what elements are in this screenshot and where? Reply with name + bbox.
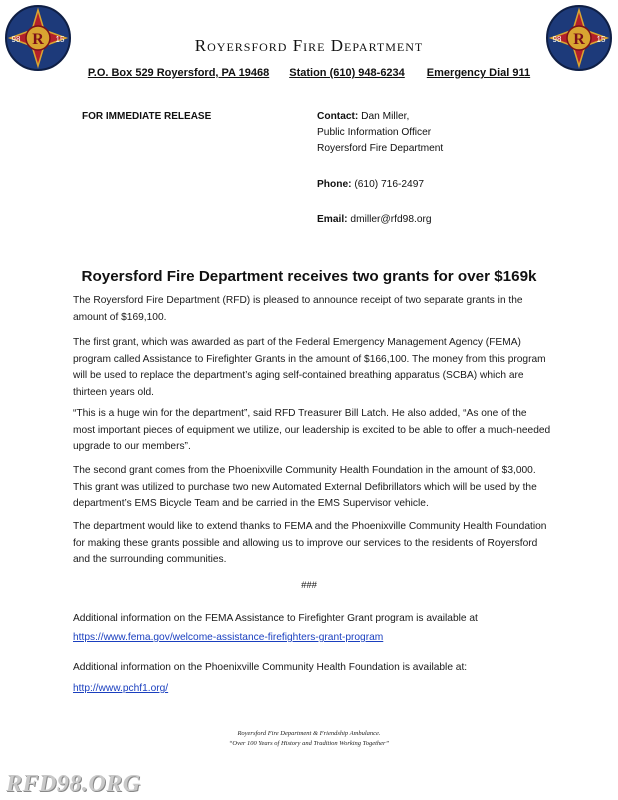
- footer-line-1: Royersford Fire Department & Friendship Ambulance.: [237, 730, 381, 737]
- paragraph-1: The Royersford Fire Department (RFD) is pleased to announce receipt of two separate grants in the amount of $169,100.: [73, 295, 523, 323]
- fema-info-text: Additional information on the FEMA Assistance to Firefighter Grant program is available at: [73, 613, 478, 624]
- svg-text:R: R: [32, 31, 44, 48]
- pchf-link[interactable]: http://www.pchf1.org/: [73, 683, 169, 694]
- phone-label: Phone:: [317, 179, 352, 190]
- end-mark: ###: [301, 580, 317, 591]
- svg-text:15: 15: [596, 35, 606, 44]
- department-title: Royersford Fire Department: [194, 36, 424, 55]
- svg-text:15: 15: [55, 35, 65, 44]
- contact-name: Dan Miller,: [361, 111, 410, 122]
- svg-text:R: R: [573, 31, 585, 48]
- paragraph-2: The first grant, which was awarded as part of the Federal Emergency Management Agency (FEMA) program called Assistance to Firefighter Grants in the amount of $166,100. The money from this program will be used to replace the department’s aging self-contained breathing apparatus (SCBA) which are thirteen years old.: [73, 337, 546, 398]
- contact-org: Royersford Fire Department: [317, 143, 444, 154]
- po-box-address: P.O. Box 529 Royersford, PA 19468: [87, 67, 270, 79]
- contact-block: [317, 109, 443, 157]
- svg-text:98: 98: [11, 35, 21, 44]
- phone-number: (610) 716-2497: [354, 179, 425, 190]
- paragraph-4: The second grant comes from the Phoenixville Community Health Foundation in the amount of $3,000. This grant was utilized to purchase two new Automated External Defibrillators which will be used by the department’s EMS Bicycle Team and be carried in the EMS Supervisor vehicle.: [73, 465, 537, 509]
- site-watermark: RFD98.ORG: [6, 771, 141, 797]
- paragraph-5: The department would like to extend thanks to FEMA and the Phoenixville Community Health Foundation for making these grants possible and allowing us to improve our services to the residents of Royersford and the surrounding communities.: [73, 521, 547, 565]
- paragraph-3: “This is a huge win for the department”, said RFD Treasurer Bill Latch. He also added, “As one of the most important pieces of equipment we utilize, our leadership is excited to be able to offer a much-needed upgrade to our members”.: [73, 408, 551, 452]
- svg-text:98: 98: [552, 35, 562, 44]
- footer-line-2: “Over 100 Years of History and Tradition Working Together”: [228, 740, 390, 747]
- release-label: FOR IMMEDIATE RELEASE: [82, 111, 212, 122]
- email-label: Email:: [317, 214, 348, 225]
- email-address: dmiller@rfd98.org: [350, 214, 432, 225]
- press-release-headline: Royersford Fire Department receives two grants for over $169k: [81, 268, 537, 285]
- emergency-number: Emergency Dial 911: [426, 67, 531, 79]
- header-contact-line: [0, 67, 618, 79]
- pchf-info-text: Additional information on the Phoenixville Community Health Foundation is available at:: [73, 662, 468, 673]
- station-phone: Station (610) 948-6234: [289, 67, 405, 79]
- footer: [0, 729, 618, 749]
- phone-block: [317, 177, 424, 193]
- email-block: [317, 212, 432, 228]
- contact-label: Contact:: [317, 111, 359, 122]
- contact-title: Public Information Officer: [317, 127, 432, 138]
- fema-grant-link[interactable]: https://www.fema.gov/welcome-assistance-firefighters-grant-program: [73, 632, 384, 643]
